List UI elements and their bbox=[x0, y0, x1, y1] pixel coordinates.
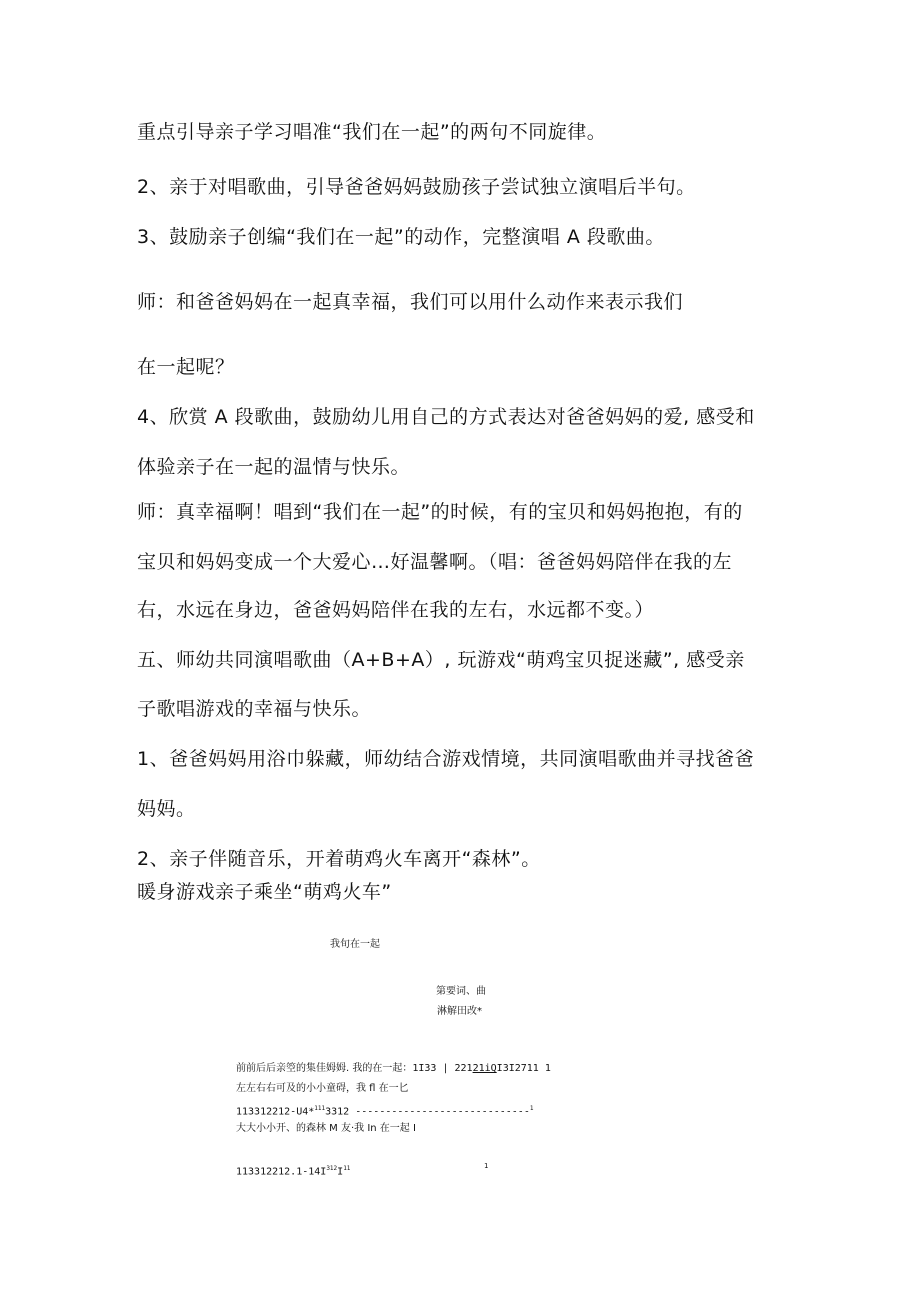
score-row-5 bbox=[236, 1162, 350, 1178]
paragraph-line-11: 五、师幼共同演唱歌曲（A+B+A）, 玩游戏“萌鸡宝贝捉迷藏”, 感受亲 bbox=[137, 649, 745, 671]
notation-text: 113312212-U4* bbox=[236, 1106, 315, 1118]
paragraph-line-8: 师：真幸福啊！唱到“我们在一起”的时候，有的宝贝和妈妈抱抱，有的 bbox=[137, 501, 743, 523]
paragraph-line-5: 在一起呢？ bbox=[137, 356, 235, 378]
paragraph-line-1: 重点引导亲子学习唱准“我们在一起”的两句不同旋律。 bbox=[137, 121, 607, 143]
score-arranger: 淋解田改* bbox=[437, 1006, 482, 1017]
notation-superscript: 11 bbox=[343, 1165, 351, 1172]
score-row-4: 大大小小开、的森林 M 友·我 In 在一起 I bbox=[236, 1123, 416, 1134]
paragraph-line-16: 暖身游戏亲子乘坐“萌鸡火车” bbox=[137, 881, 392, 903]
score-composer: 第要词、曲 bbox=[436, 986, 486, 997]
paragraph-line-4: 师：和爸爸妈妈在一起真幸福，我们可以用什么动作来表示我们 bbox=[137, 291, 684, 313]
notation-text: I bbox=[337, 1166, 344, 1178]
paragraph-line-10: 右，水远在身边，爸爸妈妈陪伴在我的左右，水远都不变。） bbox=[137, 599, 655, 621]
paragraph-line-3: 3、鼓励亲子创编“我们在一起”的动作，完整演唱 A 段歌曲。 bbox=[137, 226, 665, 248]
notation-text: I3I2711 1 bbox=[496, 1063, 551, 1074]
notation-text: 3312 bbox=[325, 1106, 350, 1118]
paragraph-line-15: 2、亲子伴随音乐，开着萌鸡火车离开“森林”。 bbox=[137, 848, 541, 870]
lyric-text: 前前后后亲箜的集佳姆姆. 我的在一起： bbox=[236, 1063, 413, 1074]
notation-superscript: 1 bbox=[529, 1105, 534, 1112]
score-row-1 bbox=[236, 1062, 551, 1075]
notation-text-underlined: 21iQ bbox=[472, 1063, 497, 1074]
paragraph-line-9: 宝贝和妈妈变成一个大爱心…好温馨啊。（唱：爸爸妈妈陪伴在我的左 bbox=[137, 551, 733, 573]
notation-dashes: ----------------------------- bbox=[355, 1106, 530, 1118]
score-row-5-end: 1 bbox=[484, 1162, 489, 1170]
paragraph-line-12: 子歌唱游戏的幸福与快乐。 bbox=[137, 698, 372, 720]
notation-superscript: 312 bbox=[326, 1165, 338, 1172]
notation-text: 113312212.1-14I bbox=[236, 1166, 327, 1178]
score-row-3 bbox=[236, 1102, 533, 1118]
paragraph-line-2: 2、亲于对唱歌曲，引导爸爸妈妈鼓励孩子尝试独立演唱后半句。 bbox=[137, 176, 696, 198]
notation-superscript: 111 bbox=[314, 1105, 326, 1112]
notation-text: 1I33 | 221 bbox=[412, 1063, 473, 1074]
paragraph-line-13: 1、爸爸妈妈用浴巾躲藏，师幼结合游戏情境，共同演唱歌曲并寻找爸爸 bbox=[137, 748, 755, 770]
score-title: 我旬在一起 bbox=[330, 939, 380, 950]
paragraph-line-14: 妈妈。 bbox=[137, 798, 196, 820]
paragraph-line-6: 4、欣赏 A 段歌曲，鼓励幼儿用自己的方式表达对爸爸妈妈的爱, 感受和 bbox=[137, 406, 755, 428]
paragraph-line-7: 体验亲子在一起的温情与快乐。 bbox=[137, 456, 411, 478]
score-row-2: 左左右右可及的小小童碍，我 fl 在一匕 bbox=[236, 1083, 409, 1094]
